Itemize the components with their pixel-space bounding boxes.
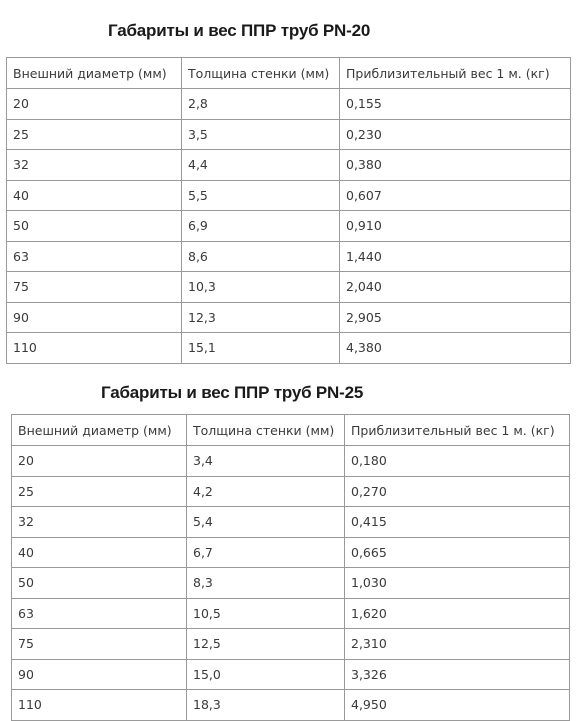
column-header-outer-diameter: Внешний диаметр (мм) bbox=[12, 415, 187, 446]
cell-weight: 0,910 bbox=[340, 211, 571, 242]
cell-wall-thickness: 6,9 bbox=[182, 211, 340, 242]
table-row bbox=[7, 150, 571, 181]
cell-weight: 1,030 bbox=[345, 568, 570, 599]
table-header-row bbox=[12, 415, 570, 446]
column-header-wall-thickness: Толщина стенки (мм) bbox=[182, 58, 340, 89]
column-header-weight: Приблизительный вес 1 м. (кг) bbox=[345, 415, 570, 446]
cell-weight: 0,380 bbox=[340, 150, 571, 181]
table-row bbox=[7, 272, 571, 303]
cell-outer-diameter: 90 bbox=[12, 659, 187, 690]
column-header-outer-diameter: Внешний диаметр (мм) bbox=[7, 58, 182, 89]
cell-weight: 0,607 bbox=[340, 180, 571, 211]
table-row bbox=[12, 598, 570, 629]
cell-wall-thickness: 4,2 bbox=[187, 476, 345, 507]
table-row bbox=[12, 507, 570, 538]
cell-wall-thickness: 12,3 bbox=[182, 302, 340, 333]
cell-outer-diameter: 32 bbox=[7, 150, 182, 181]
pipe-table-pn25 bbox=[11, 414, 570, 721]
cell-outer-diameter: 63 bbox=[7, 241, 182, 272]
cell-weight: 1,620 bbox=[345, 598, 570, 629]
table-row bbox=[12, 659, 570, 690]
cell-outer-diameter: 50 bbox=[12, 568, 187, 599]
cell-weight: 0,155 bbox=[340, 89, 571, 120]
cell-weight: 1,440 bbox=[340, 241, 571, 272]
cell-wall-thickness: 3,4 bbox=[187, 446, 345, 477]
table-row bbox=[12, 690, 570, 721]
cell-weight: 2,310 bbox=[345, 629, 570, 660]
cell-outer-diameter: 110 bbox=[7, 333, 182, 364]
cell-outer-diameter: 25 bbox=[7, 119, 182, 150]
table-row bbox=[7, 119, 571, 150]
table-title-pn20: Габариты и вес ППР труб PN-20 bbox=[108, 21, 371, 40]
cell-weight: 0,230 bbox=[340, 119, 571, 150]
cell-wall-thickness: 5,5 bbox=[182, 180, 340, 211]
table-row bbox=[7, 333, 571, 364]
table-row bbox=[7, 241, 571, 272]
cell-wall-thickness: 5,4 bbox=[187, 507, 345, 538]
cell-wall-thickness: 8,3 bbox=[187, 568, 345, 599]
cell-outer-diameter: 110 bbox=[12, 690, 187, 721]
table-row bbox=[12, 476, 570, 507]
column-header-weight: Приблизительный вес 1 м. (кг) bbox=[340, 58, 571, 89]
table-row bbox=[7, 211, 571, 242]
table-row bbox=[7, 302, 571, 333]
cell-weight: 3,326 bbox=[345, 659, 570, 690]
cell-weight: 4,380 bbox=[340, 333, 571, 364]
table-row bbox=[7, 89, 571, 120]
cell-outer-diameter: 25 bbox=[12, 476, 187, 507]
cell-weight: 2,905 bbox=[340, 302, 571, 333]
cell-outer-diameter: 50 bbox=[7, 211, 182, 242]
table-row bbox=[12, 446, 570, 477]
cell-weight: 0,415 bbox=[345, 507, 570, 538]
cell-outer-diameter: 40 bbox=[7, 180, 182, 211]
pipe-table-pn20 bbox=[6, 57, 571, 364]
table-row bbox=[12, 537, 570, 568]
cell-outer-diameter: 75 bbox=[12, 629, 187, 660]
cell-weight: 0,180 bbox=[345, 446, 570, 477]
table-title-pn25: Габариты и вес ППР труб PN-25 bbox=[101, 383, 364, 402]
table-header-row bbox=[7, 58, 571, 89]
cell-outer-diameter: 32 bbox=[12, 507, 187, 538]
cell-outer-diameter: 20 bbox=[7, 89, 182, 120]
cell-outer-diameter: 90 bbox=[7, 302, 182, 333]
cell-outer-diameter: 63 bbox=[12, 598, 187, 629]
cell-wall-thickness: 6,7 bbox=[187, 537, 345, 568]
table-row bbox=[12, 568, 570, 599]
cell-weight: 0,270 bbox=[345, 476, 570, 507]
cell-wall-thickness: 15,1 bbox=[182, 333, 340, 364]
table-row bbox=[12, 629, 570, 660]
cell-wall-thickness: 3,5 bbox=[182, 119, 340, 150]
cell-outer-diameter: 20 bbox=[12, 446, 187, 477]
cell-wall-thickness: 12,5 bbox=[187, 629, 345, 660]
table-row bbox=[7, 180, 571, 211]
cell-wall-thickness: 18,3 bbox=[187, 690, 345, 721]
cell-outer-diameter: 75 bbox=[7, 272, 182, 303]
cell-wall-thickness: 10,3 bbox=[182, 272, 340, 303]
cell-weight: 2,040 bbox=[340, 272, 571, 303]
cell-wall-thickness: 15,0 bbox=[187, 659, 345, 690]
cell-wall-thickness: 4,4 bbox=[182, 150, 340, 181]
cell-outer-diameter: 40 bbox=[12, 537, 187, 568]
cell-wall-thickness: 2,8 bbox=[182, 89, 340, 120]
column-header-wall-thickness: Толщина стенки (мм) bbox=[187, 415, 345, 446]
cell-wall-thickness: 10,5 bbox=[187, 598, 345, 629]
cell-weight: 0,665 bbox=[345, 537, 570, 568]
cell-weight: 4,950 bbox=[345, 690, 570, 721]
cell-wall-thickness: 8,6 bbox=[182, 241, 340, 272]
